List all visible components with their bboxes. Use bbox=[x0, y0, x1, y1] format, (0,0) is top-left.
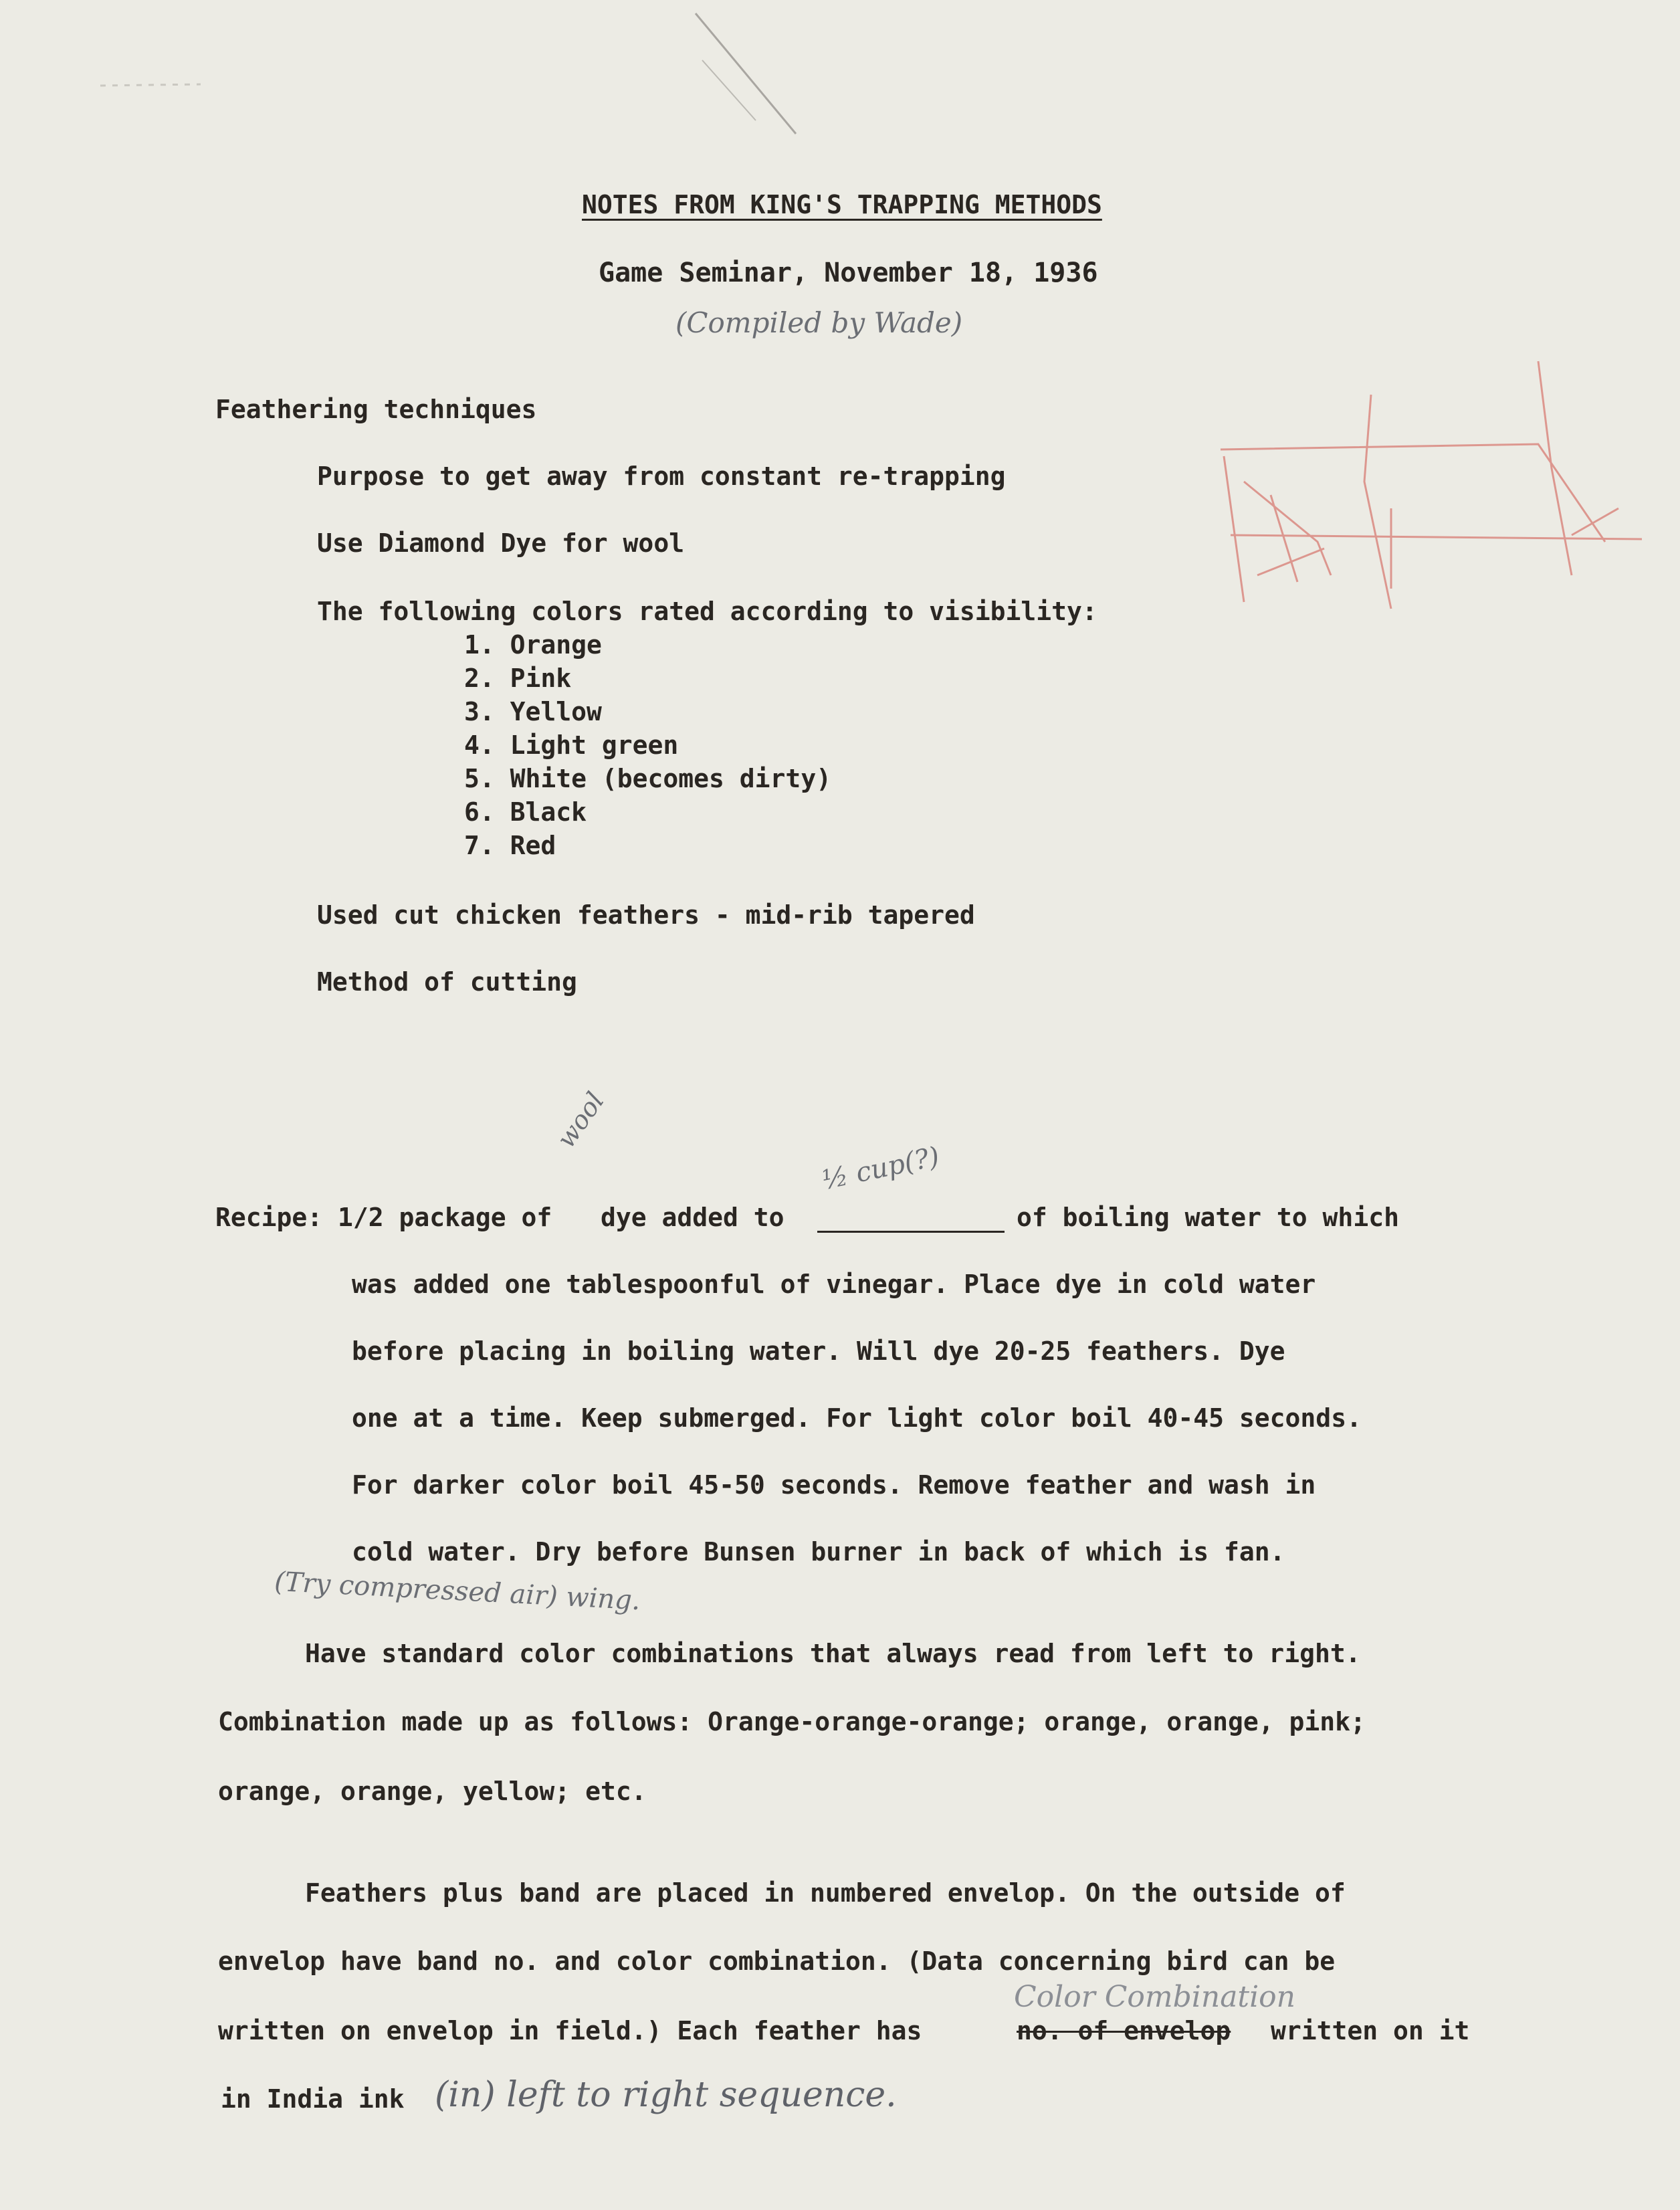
recipe-line-1c: of boiling water to which bbox=[1017, 1203, 1399, 1232]
paragraph-2-struck-text: no. of envelop bbox=[1017, 2016, 1231, 2045]
compiled-by-note: (Compiled by Wade) bbox=[675, 306, 963, 339]
paragraph-2-line: Feathers plus band are placed in numbered envelop. On the outside of bbox=[305, 1878, 1346, 1908]
recipe-insert-wool: wool bbox=[550, 1086, 610, 1153]
color-list-item: 6. Black bbox=[464, 797, 587, 827]
method-line: Method of cutting bbox=[317, 967, 577, 997]
recipe-blank-note: ½ cup(?) bbox=[819, 1141, 942, 1196]
purpose-line: Purpose to get away from constant re-trapping bbox=[317, 462, 1006, 491]
feathers-used-line: Used cut chicken feathers - mid-rib tapered bbox=[317, 900, 975, 930]
recipe-line: For darker color boil 45-50 seconds. Remove feather and wash in bbox=[352, 1470, 1316, 1500]
color-list-item: 4. Light green bbox=[464, 730, 679, 760]
paragraph-2-line-3b: written on it bbox=[1271, 2016, 1470, 2045]
recipe-line: before placing in boiling water. Will dye 20-25 feathers. Dye bbox=[352, 1336, 1285, 1366]
recipe-line: cold water. Dry before Bunsen burner in back of which is fan. bbox=[352, 1537, 1285, 1567]
paragraph-2-handwritten-note: (in) left to right sequence. bbox=[435, 2075, 897, 2115]
recipe-line: one at a time. Keep submerged. For light color boil 40-45 seconds. bbox=[352, 1403, 1362, 1433]
colors-intro: The following colors rated according to visibility: bbox=[317, 597, 1097, 626]
color-list-item: 2. Pink bbox=[464, 664, 572, 693]
paragraph-2-insert: Color Combination bbox=[1014, 1980, 1296, 2014]
section-heading: Feathering techniques bbox=[215, 395, 537, 424]
paragraph-2-line: envelop have band no. and color combination. (Data concerning bird can be bbox=[218, 1946, 1336, 1976]
recipe-line: was added one tablespoonful of vinegar. Place dye in cold water bbox=[352, 1270, 1316, 1299]
paragraph-1-line: orange, orange, yellow; etc. bbox=[218, 1777, 647, 1806]
paragraph-2-line-4: in India ink bbox=[221, 2084, 405, 2114]
color-list-item: 1. Orange bbox=[464, 630, 602, 660]
recipe-line-1a: Recipe: 1/2 package of bbox=[215, 1203, 552, 1232]
color-list-item: 3. Yellow bbox=[464, 697, 602, 726]
paragraph-1-line: Combination made up as follows: Orange-orange-orange; orange, orange, pink; bbox=[218, 1707, 1366, 1736]
page-title: NOTES FROM KING'S TRAPPING METHODS bbox=[582, 190, 1102, 219]
color-list-item: 7. Red bbox=[464, 831, 556, 860]
dye-line: Use Diamond Dye for wool bbox=[317, 528, 685, 558]
recipe-blank bbox=[817, 1231, 1005, 1233]
page-subtitle: Game Seminar, November 18, 1936 bbox=[599, 258, 1098, 288]
paragraph-2-line-3a: written on envelop in field.) Each feather has bbox=[218, 2016, 922, 2045]
paragraph-1-line: Have standard color combinations that always read from left to right. bbox=[305, 1639, 1361, 1668]
color-list-item: 5. White (becomes dirty) bbox=[464, 764, 832, 793]
recipe-line-1b: dye added to bbox=[601, 1203, 784, 1232]
recipe-margin-note: (Try compressed air) wing. bbox=[274, 1566, 641, 1617]
